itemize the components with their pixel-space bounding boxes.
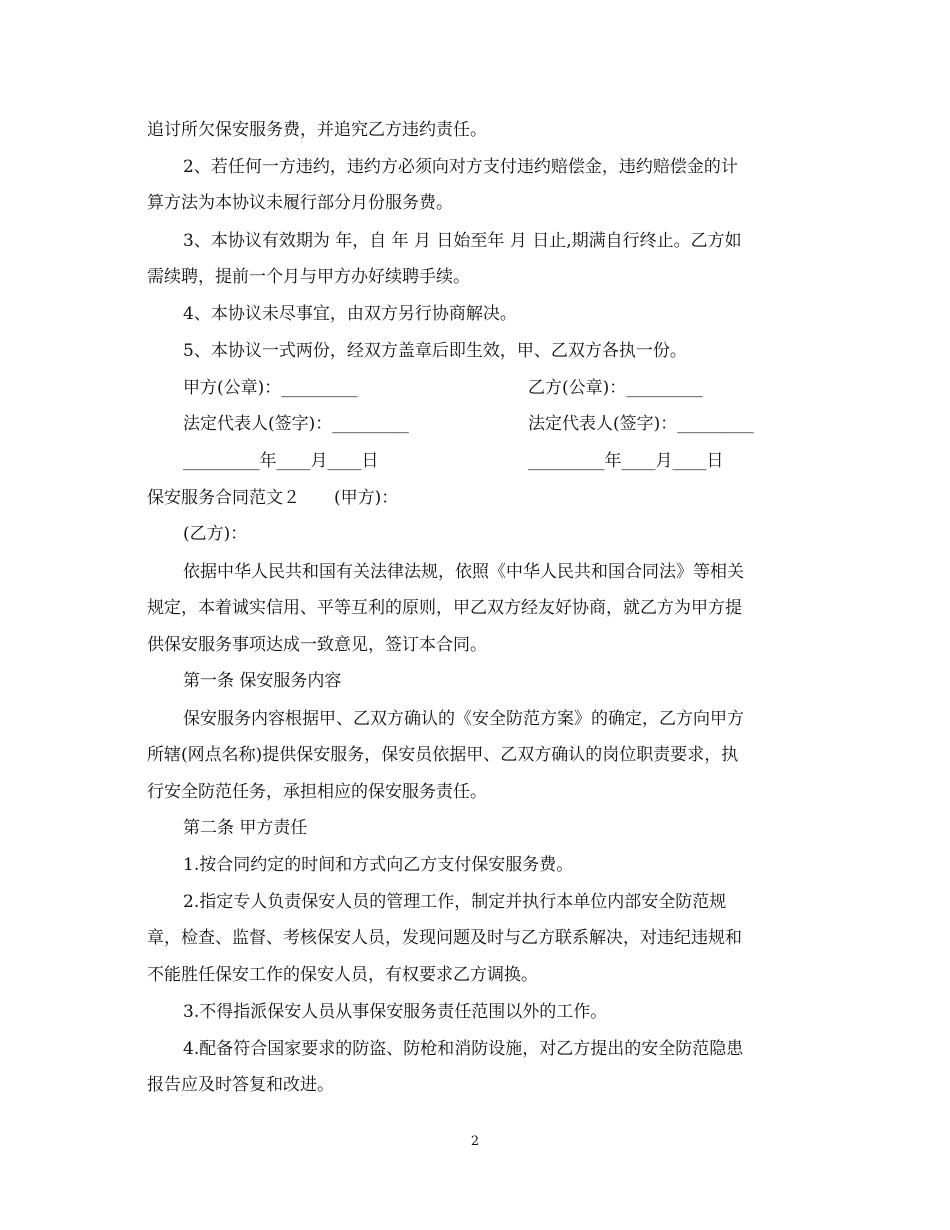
text-line: 规定，本着诚实信用、平等互利的原则，甲乙双方经友好协商，就乙方为甲方提 bbox=[147, 598, 742, 618]
signature-party-a-date: _________年____月____日 bbox=[183, 451, 379, 471]
text-line: 3、本协议有效期为 年，自 年 月 日始至年 月 日止,期满自行终止。乙方如 bbox=[183, 231, 742, 251]
text-line: 需续聘，提前一个月与甲方办好续聘手续。 bbox=[147, 267, 470, 287]
signature-party-b-representative: 法定代表人(签字)：_________ bbox=[528, 414, 754, 434]
text-line: 追讨所欠保安服务费，并追究乙方违约责任。 bbox=[147, 120, 487, 140]
signature-party-b-date: _________年____月____日 bbox=[528, 451, 724, 471]
page-number: 2 bbox=[470, 1134, 480, 1149]
text-line: 报告应及时答复和改进。 bbox=[147, 1075, 334, 1095]
text-line: 章，检查、监督、考核保安人员，发现问题及时与乙方联系解决，对违纪违规和 bbox=[147, 928, 742, 948]
signature-party-a-representative: 法定代表人(签字)：_________ bbox=[183, 414, 409, 434]
text-line: 4.配备符合国家要求的防盗、防枪和消防设施，对乙方提出的安全防范隐患 bbox=[183, 1039, 744, 1059]
text-line: 不能胜任保安工作的保安人员，有权要求乙方调换。 bbox=[147, 965, 538, 985]
text-line: 2.指定专人负责保安人员的管理工作，制定并执行本单位内部安全防范规 bbox=[183, 892, 727, 912]
section-heading: 保安服务合同范文２ (甲方)： bbox=[147, 488, 399, 508]
text-line: 4、本协议未尽事宜，由双方另行协商解决。 bbox=[183, 304, 517, 324]
text-line: 供保安服务事项达成一致意见，签订本合同。 bbox=[147, 635, 487, 655]
text-line: 1.按合同约定的时间和方式向乙方支付保安服务费。 bbox=[183, 855, 574, 875]
text-line: 算方法为本协议未履行部分月份服务费。 bbox=[147, 193, 453, 213]
text-line: 依据中华人民共和国有关法律法规，依照《中华人民共和国合同法》等相关 bbox=[183, 562, 744, 582]
signature-party-a-seal: 甲方(公章)：_________ bbox=[183, 378, 358, 398]
text-line: 3.不得指派保安人员从事保安服务责任范围以外的工作。 bbox=[183, 1002, 608, 1022]
clause-heading: 第二条 甲方责任 bbox=[183, 818, 308, 838]
signature-party-b-seal: 乙方(公章)：_________ bbox=[528, 378, 703, 398]
text-line: 所辖(网点名称)提供保安服务，保安员依据甲、乙双方确认的岗位职责要求，执 bbox=[147, 745, 739, 765]
text-line: 行安全防范任务，承担相应的保安服务责任。 bbox=[147, 782, 487, 802]
text-line: (乙方)： bbox=[183, 524, 248, 544]
text-line: 5、本协议一式两份，经双方盖章后即生效，甲、乙双方各执一份。 bbox=[183, 341, 687, 361]
clause-heading: 第一条 保安服务内容 bbox=[183, 671, 342, 691]
text-line: 2、若任何一方违约，违约方必须向对方支付违约赔偿金，违约赔偿金的计 bbox=[183, 157, 738, 177]
text-line: 保安服务内容根据甲、乙双方确认的《安全防范方案》的确定，乙方向甲方 bbox=[183, 709, 744, 729]
